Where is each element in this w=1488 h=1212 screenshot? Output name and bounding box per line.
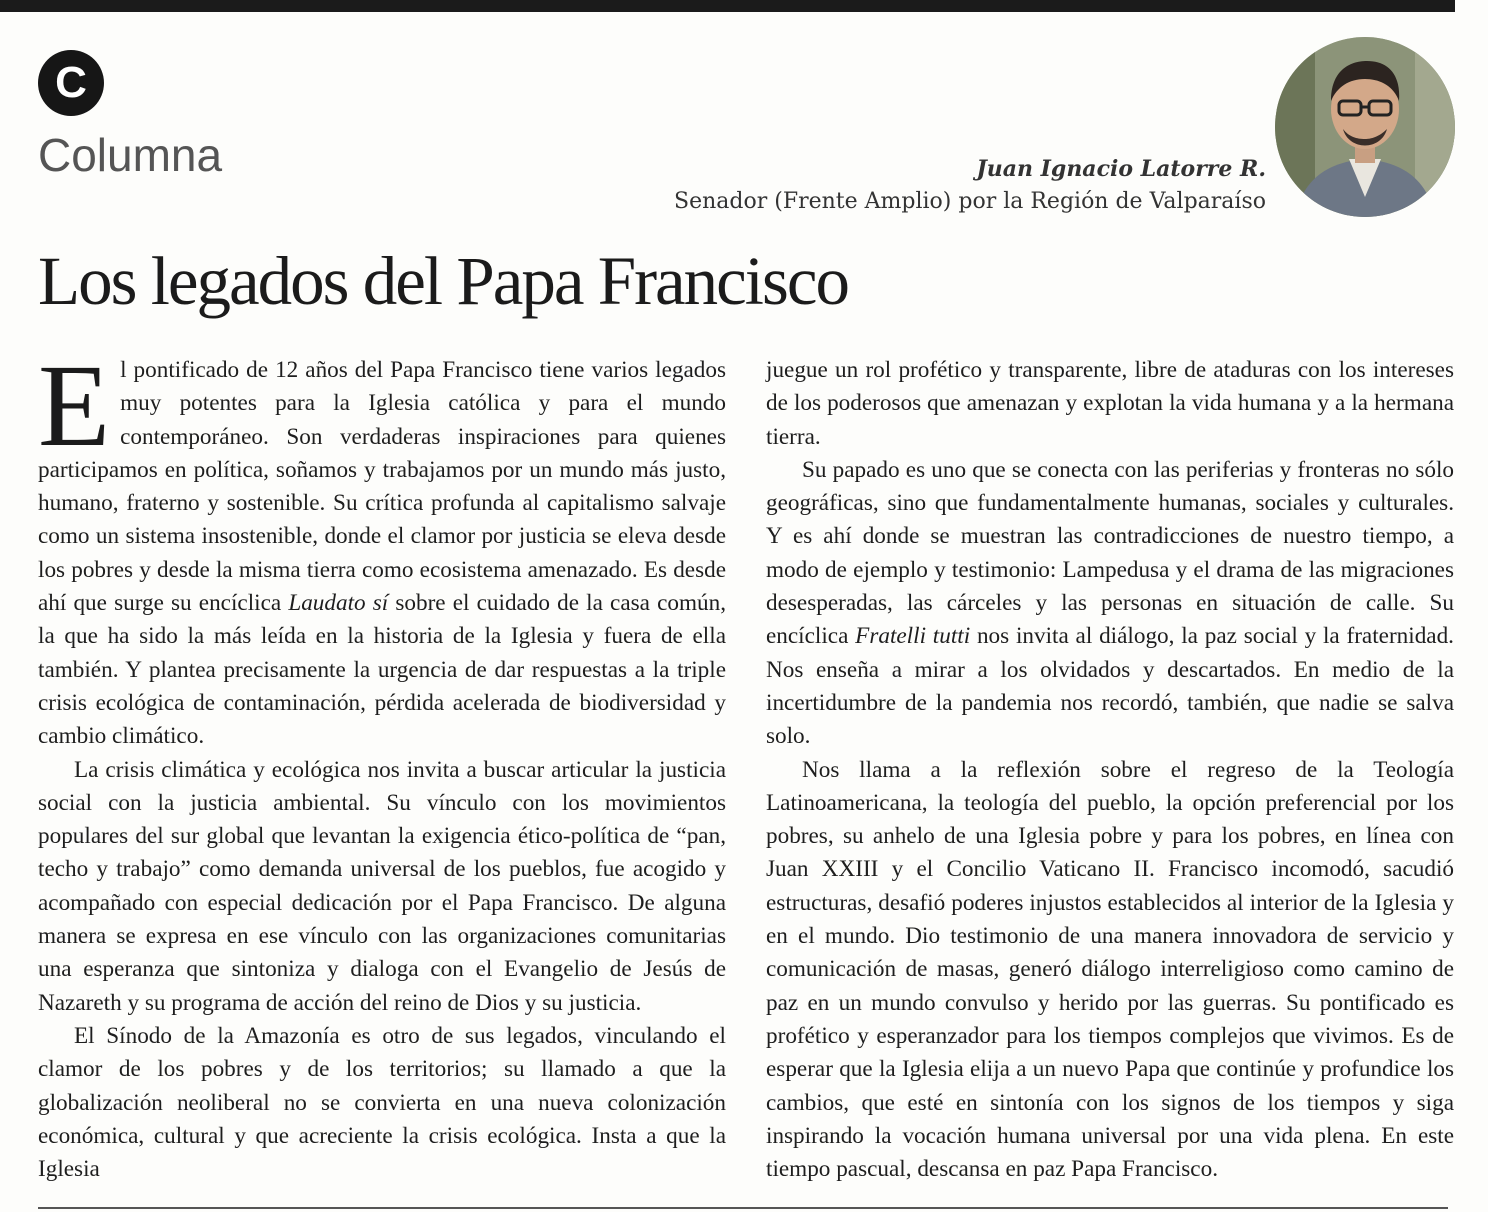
author-photo — [1275, 37, 1455, 217]
paragraph-4-text-b: nos invita al diálogo, la paz social y la fraternidad. Nos enseña a mirar a los olvidados y descartados. En medio de la incertidumbre de la pandemia nos recordó, también, que nadie se salva solo. — [766, 623, 1454, 750]
paragraph-4-text-a: Su papado es uno que se conecta con las periferias y fronteras no sólo geográficas, sino que fundamentalmente humanas, sociales y culturales. Y es ahí donde se muestran las contradicciones de nuestro tiempo, a modo de ejemplo y testimonio: Lampedusa y el drama de las migraciones desesperadas, las cárceles y las personas en situación de calle. Su encíclica — [766, 456, 1454, 650]
author-name: Juan Ignacio Latorre R. — [976, 156, 1266, 182]
section-label: Columna — [38, 129, 223, 181]
encyclical-laudato-si: Laudato sí — [288, 590, 389, 617]
headline: Los legados del Papa Francisco — [38, 243, 848, 319]
drop-cap: E — [38, 340, 111, 471]
paragraph-2: La crisis climática y ecológica nos invita a buscar articular la justicia social con la justicia ambiental. Su vínculo con los movimientos populares del sur global que levantan la exigencia ético-política de “pan, techo y trabajo” como demanda universal de los pueblos, fue acogido y acompañado con especial dedicación por el Papa Francisco. De alguna manera se expresa en ese vínculo con las organizaciones comunitarias una esperanza que sintoniza y dialoga con el Evangelio de Jesús de Nazareth y su programa de acción del reino de Dios y su justicia. — [38, 756, 726, 1016]
paragraph-1-text-a: l pontificado de 12 años del Papa Francisco tiene varios legados muy potentes para la Iglesia católica y para el mundo contemporáneo. Son verdaderas inspiraciones para quienes participamos en política, soñamos y trabajamos por un mundo más justo, humano, fraterno y sostenible. Su crítica profunda al capitalismo salvaje como un sistema insostenible, donde el clamor por justicia se eleva desde los pobres y desde la misma tierra como ecosistema amenazado. Es desde ahí que surge su encíclica — [38, 357, 726, 617]
top-rule — [0, 0, 1455, 12]
author-portrait-illustration — [1275, 37, 1455, 217]
paragraph-1 — [38, 340, 726, 754]
article-column-right — [766, 354, 1454, 1186]
article-column-left — [38, 340, 726, 1186]
paragraph-5: Nos llama a la reflexión sobre el regreso de la Teología Latinoamericana, la teología del pueblo, la opción preferencial por los pobres, su anhelo de una Iglesia pobre y para los pobres, en línea con Juan XXIII y el Concilio Vaticano II. Francisco incomodó, sacudió estructuras, desafió poderes injustos establecidos al interior de la Iglesia y en el mundo. Dio testimonio de una manera innovadora de servicio y comunicación de masas, generó diálogo interreligioso como camino de paz en un mundo convulso y herido por las guerras. Su pontificado es profético y esperanzador para los tiempos complejos que vivimos. Es de esperar que la Iglesia elija a un nuevo Papa que continúe y profundice los cambios, que esté en sintonía con los signos de los tiempos y siga inspirando la vocación humana universal por una vida plena. En este tiempo pascual, descansa en paz Papa Francisco. — [766, 756, 1454, 1183]
paragraph-1-text-b: sobre el cuidado de la casa común, la que ha sido la más leída en la historia de la Iglesia y fuera de ella también. Y plantea precisamente la urgencia de dar respuestas a la triple crisis ecológica de contaminación, pérdida acelerada de biodiversidad y cambio climático. — [38, 590, 726, 750]
paragraph-4 — [766, 454, 1454, 754]
section-badge: C — [38, 50, 104, 116]
paragraph-3-end: juegue un rol profético y transparente, libre de ataduras con los intereses de los poderosos que amenazan y explotan la vida humana y a la hermana tierra. — [766, 357, 1454, 450]
paragraph-3-start: El Sínodo de la Amazonía es otro de sus legados, vinculando el clamor de los pobres y de los territorios; su llamado a que la globalización neoliberal no se convierta en una nueva colonización económica, cultural y que acreciente la crisis ecológica. Insta a que la Iglesia — [38, 1022, 726, 1183]
encyclical-fratelli-tutti: Fratelli tutti — [855, 623, 971, 650]
author-role: Senador (Frente Amplio) por la Región de Valparaíso — [674, 189, 1266, 214]
bottom-rule — [38, 1207, 1448, 1209]
